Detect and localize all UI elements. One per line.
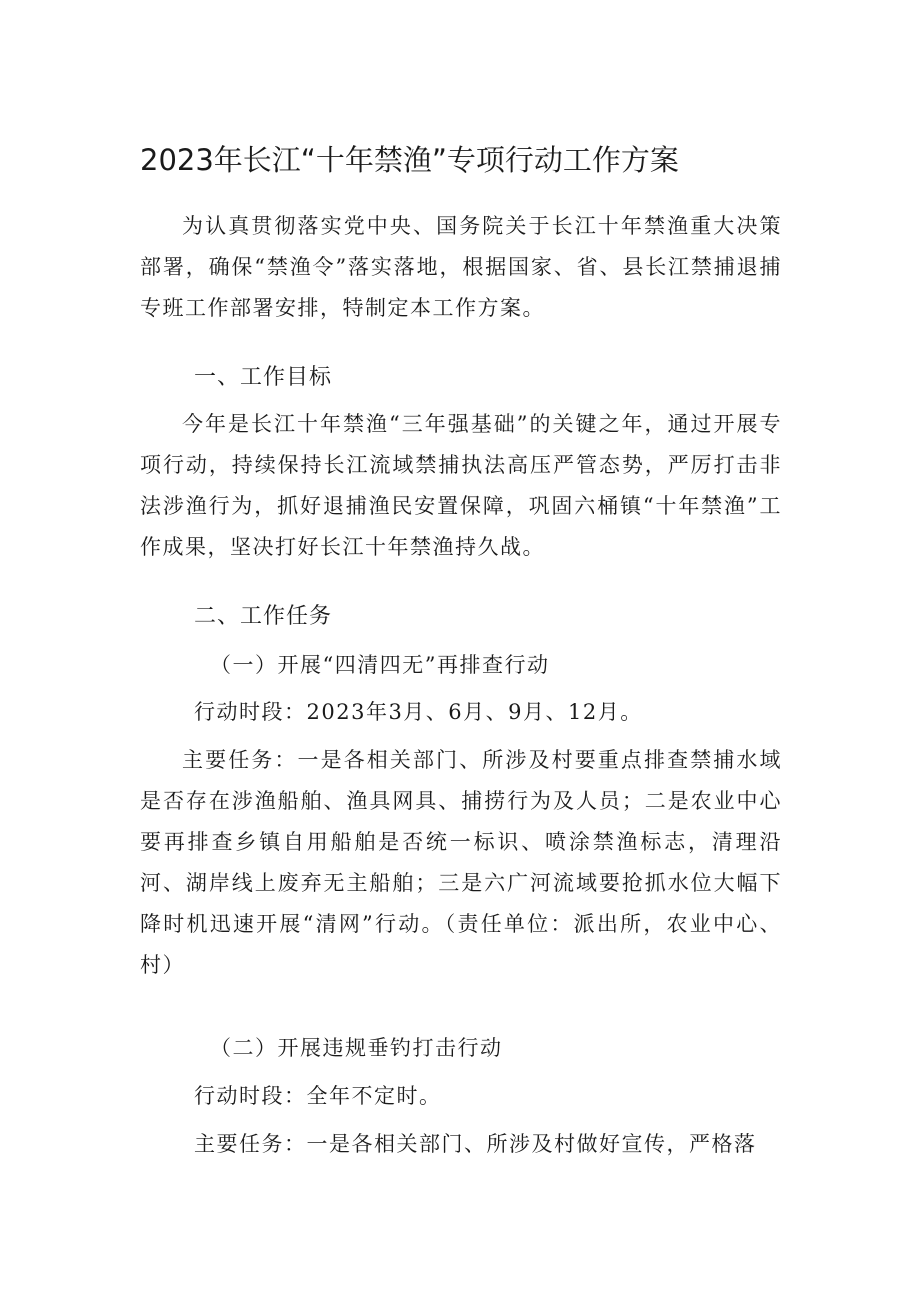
task-1-details: 主要任务：一是各相关部门、所涉及村要重点排查禁捕水域是否存在涉渔船舶、渔具网具、捕捞行为及人员；二是农业中心要再排查乡镇自用船舶是否统一标识、喷涂禁渔标志，清理沿河、湖岸线上废弃无主船舶；三是六广河流域要抢抓水位大幅下降时机迅速开展“清网”行动。（责任单位：派出所，农业中心、村） xyxy=(140,748,782,977)
task-2-heading: （二）开展违规垂钓打击行动 xyxy=(210,1036,503,1060)
task-2-period: 行动时段：全年不定时。 xyxy=(194,1084,442,1108)
goals-paragraph: 今年是长江十年禁渔“三年强基础”的关键之年，通过开展专项行动，持续保持长江流域禁捕执法高压严管态势，严厉打击非法涉渔行为，抓好退捕渔民安置保障，巩固六桶镇“十年禁渔”工作成果，坚决打好长江十年禁渔持久战。 xyxy=(140,412,782,559)
document-title: 2023年长江“十年禁渔”专项行动工作方案 xyxy=(140,143,679,177)
task-1-period: 行动时段：2023年3月、6月、9月、12月。 xyxy=(194,700,643,724)
section-heading-tasks: 二、工作任务 xyxy=(194,604,333,629)
task-2-details: 主要任务：一是各相关部门、所涉及村做好宣传，严格落 xyxy=(194,1132,757,1156)
section-heading-goals: 一、工作目标 xyxy=(194,365,333,390)
task-1-heading: （一）开展“四清四无”再排查行动 xyxy=(210,653,550,677)
intro-paragraph: 为认真贯彻落实党中央、国务院关于长江十年禁渔重大决策部署，确保“禁渔令”落实落地，根据国家、省、县长江禁捕退捕专班工作部署安排，特制定本工作方案。 xyxy=(140,214,782,320)
